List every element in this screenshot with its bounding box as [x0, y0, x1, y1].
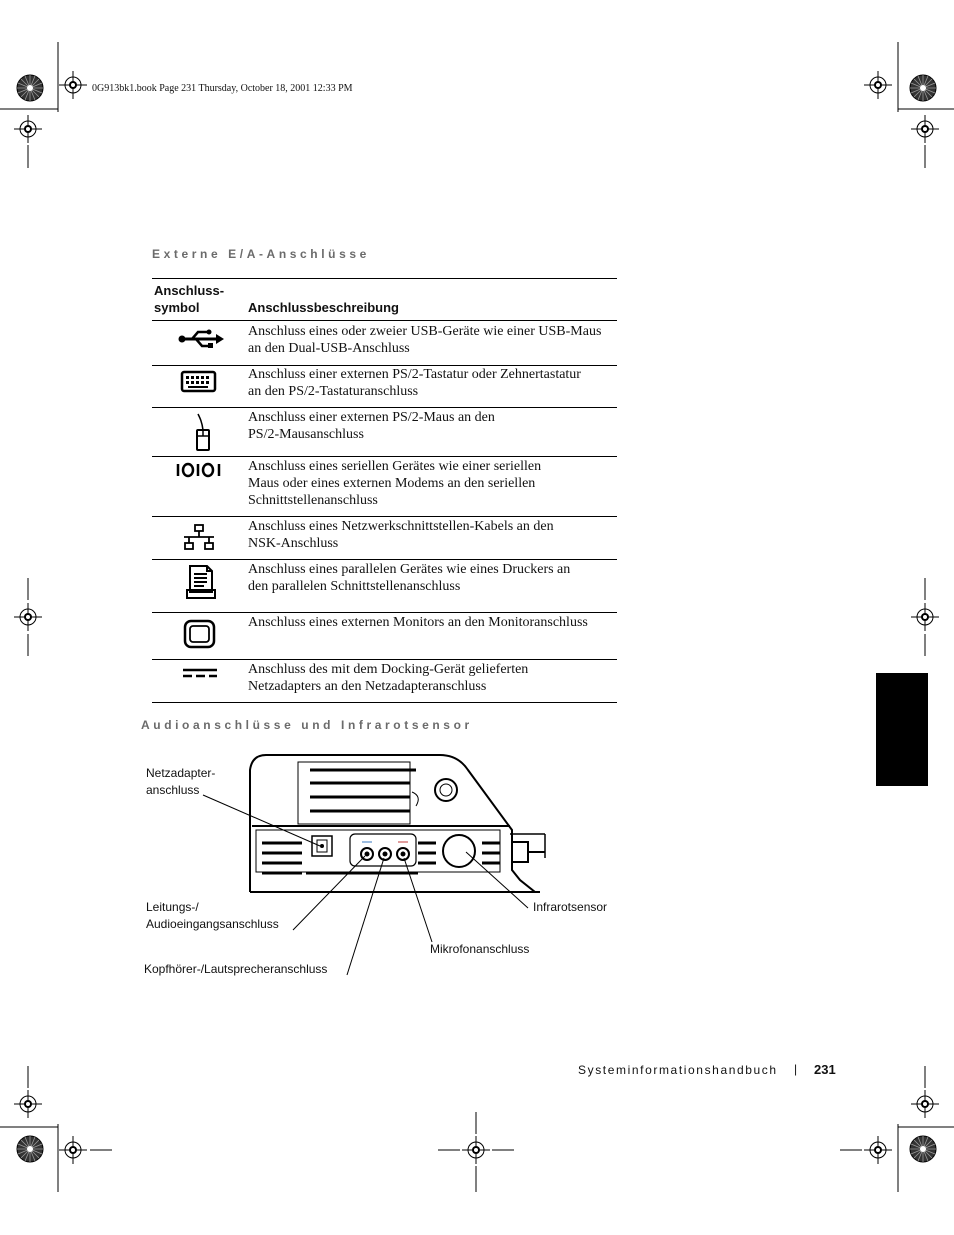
- label-line: Leitungs-/: [146, 900, 199, 914]
- page-number: 231: [814, 1062, 836, 1077]
- description-line: den parallelen Schnittstellenanschluss: [248, 579, 461, 594]
- label-headphone-connector: Kopfhörer-/Lautsprecheranschluss: [144, 962, 328, 976]
- label-power-adapter-connector: [146, 765, 215, 799]
- table-row: [152, 560, 617, 613]
- description-line: Anschluss eines externen Monitors an den Monitoranschluss: [248, 615, 588, 630]
- row-description: [248, 518, 616, 552]
- description-line: Anschluss des mit dem Docking-Gerät gelieferten: [248, 662, 529, 677]
- label-line: Audioeingangsanschluss: [146, 917, 279, 931]
- table-row: [152, 408, 617, 457]
- table-row: [152, 457, 617, 517]
- print-header-file-info: 0G913bk1.book Page 231 Thursday, October 18, 2001 12:33 PM: [92, 83, 353, 94]
- description-line: an den Dual-USB-Anschluss: [248, 341, 410, 356]
- column-header-symbol-line1: Anschluss-: [154, 283, 225, 298]
- description-line: Anschluss einer externen PS/2-Tastatur oder Zehnertastatur: [248, 367, 581, 382]
- network-icon: [152, 517, 247, 559]
- row-description: [248, 409, 616, 443]
- table-row: [152, 660, 617, 703]
- label-line-in-connector: [146, 899, 279, 933]
- section-title-external-ports: Externe E/A-Anschlüsse: [152, 247, 370, 261]
- serial-port-icon: [152, 457, 247, 516]
- label-line: Netzadapter-: [146, 766, 216, 780]
- row-description: [248, 561, 616, 595]
- chapter-thumb-tab: [876, 673, 928, 786]
- mouse-icon: [152, 408, 247, 456]
- table-row: [152, 517, 617, 560]
- description-line: Anschluss eines parallelen Gerätes wie eines Druckers an: [248, 562, 571, 577]
- table-top-rule: [152, 278, 617, 279]
- label-line: anschluss: [146, 783, 200, 797]
- dc-power-icon: [152, 660, 247, 702]
- table-row: [152, 613, 617, 660]
- description-line: Anschluss einer externen PS/2-Maus an den: [248, 410, 495, 425]
- table-row: [152, 365, 617, 408]
- column-header-symbol-line2: symbol: [154, 300, 200, 315]
- section-title-audio-infrared: Audioanschlüsse und Infrarotsensor: [141, 718, 473, 732]
- row-description: [248, 661, 616, 695]
- description-line: Netzadapters an den Netzadapteranschluss: [248, 679, 487, 694]
- row-description: [248, 458, 616, 509]
- label-microphone-connector: Mikrofonanschluss: [430, 942, 530, 956]
- description-line: Anschluss eines oder zweier USB-Geräte wie einer USB-Maus: [248, 324, 602, 339]
- description-line: an den PS/2-Tastaturanschluss: [248, 384, 419, 399]
- description-line: Schnittstellenanschluss: [248, 493, 378, 508]
- parallel-printer-icon: [152, 560, 247, 612]
- row-description: [248, 323, 616, 357]
- description-line: NSK-Anschluss: [248, 536, 339, 551]
- description-line: Anschluss eines Netzwerkschnittstellen-Kabels an den: [248, 519, 554, 534]
- keyboard-icon: [152, 365, 247, 407]
- description-line: PS/2-Mausanschluss: [248, 427, 364, 442]
- column-header-symbol: [154, 282, 224, 316]
- monitor-icon: [152, 613, 247, 659]
- usb-icon: [152, 321, 247, 365]
- description-line: Maus oder eines externen Modems an den seriellen: [248, 476, 536, 491]
- table-row: [152, 320, 617, 366]
- label-infrared-sensor: Infrarotsensor: [533, 900, 608, 914]
- footer-book-title: Systeminformationshandbuch: [578, 1063, 778, 1077]
- column-header-description: Anschlussbeschreibung: [248, 300, 399, 315]
- footer-separator: |: [794, 1062, 798, 1076]
- row-description: [248, 614, 616, 631]
- row-description: [248, 366, 616, 400]
- description-line: Anschluss eines seriellen Gerätes wie einer seriellen: [248, 459, 542, 474]
